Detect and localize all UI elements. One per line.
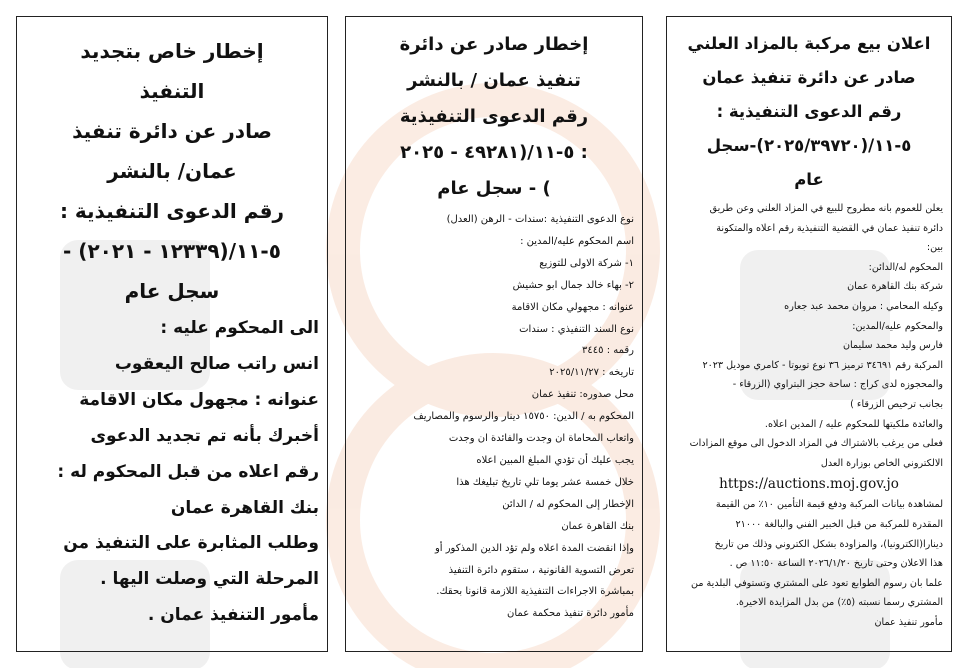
body-line: عنوانه : مجهول مكان الاقامة <box>79 389 319 410</box>
case-number: ٥-١١/(٢٠٢٥/٣٩٧٢٠)-سجل <box>706 136 912 155</box>
body-line: المحكوم له/الدائن: <box>868 261 943 273</box>
body-line: ١- شركة الاولى للتوزيع <box>539 257 634 269</box>
body-line: المركبة رقم ٣٤٦٩١ ترميز ٣٦ نوع تويوتا - كامري موديل ٢٠٢٣ <box>702 359 943 371</box>
title-line: التنفيذ <box>139 79 205 103</box>
title-line: صادر عن دائرة تنفيذ <box>72 119 272 143</box>
body-line: شركة بنك القاهرة عمان <box>847 281 943 293</box>
body-line: تاريخه : ٢٠٢٥/١١/٢٧ <box>549 367 634 379</box>
body-line: رقم اعلاه من قبل المحكوم له : <box>57 461 319 482</box>
title-line: تنفيذ عمان / بالنشر <box>407 70 581 91</box>
body-line: وكيله المحامي : مروان محمد عبد جعاره <box>784 300 943 312</box>
body-line: الالكتروني الخاص بوزارة العدل <box>820 457 943 469</box>
notice-vehicle-auction <box>666 16 952 652</box>
notice-body <box>346 209 642 625</box>
title-line: عام <box>794 170 824 189</box>
body-line: ٢- بهاء خالد جمال ابو حشيش <box>512 279 634 291</box>
signature-line: مأمور تنفيذ عمان <box>874 616 943 628</box>
body-line: دائرة تنفيذ عمان في القضية التنفيذية رقم اعلاه والمتكونة <box>716 222 943 234</box>
notice-title <box>346 17 642 209</box>
body-line: الإخطار إلى المحكوم له / الدائن <box>502 498 634 510</box>
case-number: ٥-١١/(١٢٣٣٩ - ٢٠٢١) - <box>63 239 281 263</box>
body-line: رقمه : ٣٤٤٥ <box>582 345 634 357</box>
title-line: عمان/ بالنشر <box>107 159 237 183</box>
signature-line: مأمور دائرة تنفيذ محكمة عمان <box>507 608 634 620</box>
body-line: نوع السند التنفيذي : سندات <box>519 323 634 335</box>
notice-execution-renewal <box>16 16 328 652</box>
title-line: صادر عن دائرة تنفيذ عمان <box>702 68 916 87</box>
title-line: رقم الدعوى التنفيذية <box>399 106 589 127</box>
body-line: المقدرة للمركبة من قبل الخبير الفني والبالغة ٢١٠٠٠ <box>735 518 943 530</box>
body-line: اسم المحكوم عليه/المدين : <box>520 235 634 247</box>
title-line: إخطار صادر عن دائرة <box>399 34 589 55</box>
notice-body <box>667 199 951 632</box>
body-line: والعائدة ملكيتها للمحكوم عليه / المدين اعلاه. <box>764 418 943 430</box>
body-line: خلال خمسة عشر يوما تلي تاريخ تبليغك هذا <box>456 476 634 488</box>
body-line: تعرض التسوية القانونية ، ستقوم دائرة التنفيذ <box>448 564 634 576</box>
body-line: والمحجوزه لدى كراج : ساحة حجز البتراوي (الزرقاء - <box>732 379 943 391</box>
body-line: بنك القاهرة عمان <box>561 520 634 532</box>
signature-line: مأمور التنفيذ عمان . <box>147 605 319 626</box>
body-line: يجب عليك أن تؤدي المبلغ المبين اعلاه <box>476 454 634 466</box>
body-line: المشتري رسما نسبته (٥٪) من بدل المزايدة الاخيرة. <box>735 597 943 609</box>
notice-title <box>17 17 327 311</box>
notice-body <box>17 311 327 634</box>
body-line: بجانب ترخيص الزرقاء ) <box>850 398 943 410</box>
body-line: فعلى من يرغب بالاشتراك في المزاد الدخول الى موقع المزادات <box>689 438 943 450</box>
body-line: والمحكوم عليه/المدين: <box>852 320 943 332</box>
body-line: بين: <box>926 242 943 254</box>
body-line: بنك القاهرة عمان <box>170 497 319 518</box>
body-line: وطلب المثابرة على التنفيذ من <box>63 533 319 554</box>
body-line: وإذا انقضت المدة اعلاه ولم تؤد الدين المذكور أو <box>434 542 634 554</box>
title-line: اعلان بيع مركبة بالمزاد العلني <box>687 34 931 53</box>
body-line: انس راتب صالح اليعقوب <box>114 353 319 374</box>
body-line: المرحلة التي وصلت اليها . <box>100 569 319 590</box>
body-line: علما بان رسوم الطوابع تعود على المشتري وتستوفي البلدية من <box>691 577 943 589</box>
title-line: ) - سجل عام <box>437 178 551 199</box>
title-line: سجل عام <box>124 279 220 303</box>
body-line: بمباشرة الاجراءات التنفيذية اللازمة قانونا بحقك. <box>436 586 634 598</box>
body-line: نوع الدعوى التنفيذية :سندات - الرهن (العدل) <box>446 214 634 225</box>
body-line: المحكوم به / الدين: ١٥٧٥٠ دينار والرسوم والمصاريف <box>413 411 634 423</box>
body-line: فارس وليد محمد سليمان <box>842 340 943 352</box>
body-line: عنوانه : مجهولي مكان الاقامة <box>511 301 634 313</box>
title-line: رقم الدعوى التنفيذية : <box>716 102 902 121</box>
case-number: : ٥-١١/(٤٩٢٨١ - ٢٠٢٥ <box>400 142 588 163</box>
body-line: يعلن للعموم بانه مطروح للبيع في المزاد العلني وعن طريق <box>709 203 943 214</box>
body-line: هذا الاعلان وحتى تاريخ ٢٠٢٦/١/٢٠ الساعة ١١:٥٠ ص . <box>729 558 943 570</box>
body-line: أخبرك بأنه تم تجديد الدعوى <box>90 425 319 446</box>
notice-title <box>667 17 951 199</box>
body-line: الى المحكوم عليه : <box>160 318 319 338</box>
body-line: واتعاب المحاماة ان وجدت والفائدة ان وجدت <box>448 433 634 445</box>
auction-website-url: https://auctions.moj.gov.jo <box>719 476 899 493</box>
title-line: رقم الدعوى التنفيذية : <box>59 199 285 223</box>
notice-execution-publication <box>345 16 643 652</box>
title-line: إخطار خاص بتجديد <box>80 39 264 63</box>
body-line: دينارا(الكترونيا)، والمزاودة بشكل الكتروني وذلك من تاريخ <box>714 538 943 550</box>
body-line: محل صدوره: تنفيذ عمان <box>531 389 634 401</box>
body-line: لمشاهدة بيانات المركبة ودفع قيمة التأمين ١٠٪ من القيمة <box>715 499 943 511</box>
